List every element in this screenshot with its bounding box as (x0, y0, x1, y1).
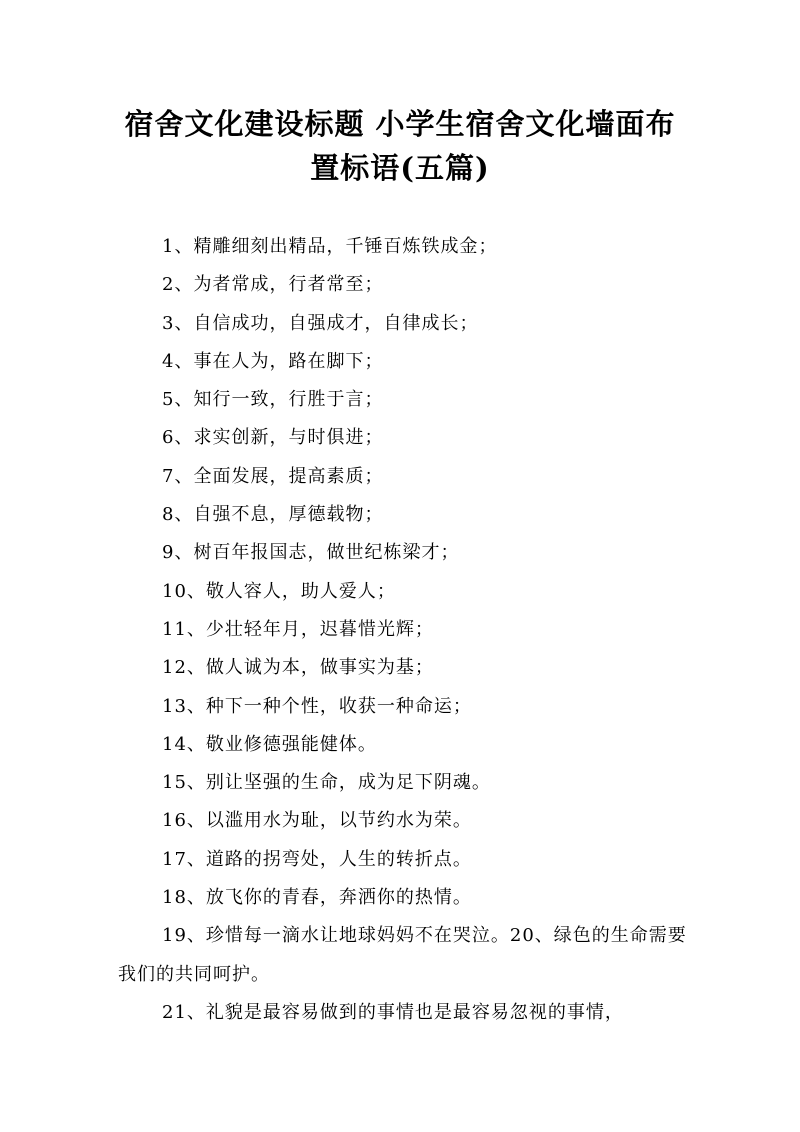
list-item: 9、树百年报国志，做世纪栋梁才； (162, 542, 460, 564)
list-item: 15、别让坚强的生命，成为足下阴魂。 (162, 772, 491, 794)
list-item: 7、全面发展，提高素质； (162, 465, 384, 487)
list-item: 5、知行一致，行胜于言； (162, 389, 384, 411)
list-item: 2、为者常成，行者常至； (162, 274, 384, 296)
list-item: 14、敬业修德强能健体。 (162, 733, 377, 755)
list-item: 6、求实创新，与时俱进； (162, 427, 384, 449)
list-item: 1、精雕细刻出精品，千锤百炼铁成金； (162, 236, 498, 257)
list-item: 16、以滥用水为耻，以节约水为荣。 (162, 810, 472, 832)
list-item: 3、自信成功，自强成才，自律成长； (162, 312, 479, 334)
list-item: 17、道路的拐弯处，人生的转折点。 (162, 848, 472, 870)
document-title-line-1: 宿舍文化建设标题 小学生宿舍文化墙面布 (124, 107, 676, 141)
paragraph-21: 21、礼貌是最容易做到的事情也是最容易忽视的事情， (162, 1001, 624, 1023)
list-item: 4、事在人为，路在脚下； (162, 350, 384, 372)
list-item: 8、自强不息，厚德载物； (162, 504, 384, 526)
list-item: 10、敬人容人，助人爱人； (162, 580, 396, 602)
list-item: 13、种下一种个性，收获一种命运； (162, 695, 472, 717)
slogan-list (0, 228, 800, 1032)
paragraph-19-20: 19、珍惜每一滴水让地球妈妈不在哭泣。20、绿色的生命需要我们的共同呵护。 (118, 925, 687, 985)
list-item: 11、少壮轻年月，迟暮惜光辉； (162, 618, 434, 640)
list-item: 18、放飞你的青春，奔洒你的热情。 (162, 887, 472, 909)
document-title-line-2: 置标语(五篇) (310, 151, 490, 185)
list-item: 12、做人诚为本，做事实为基； (162, 657, 434, 679)
